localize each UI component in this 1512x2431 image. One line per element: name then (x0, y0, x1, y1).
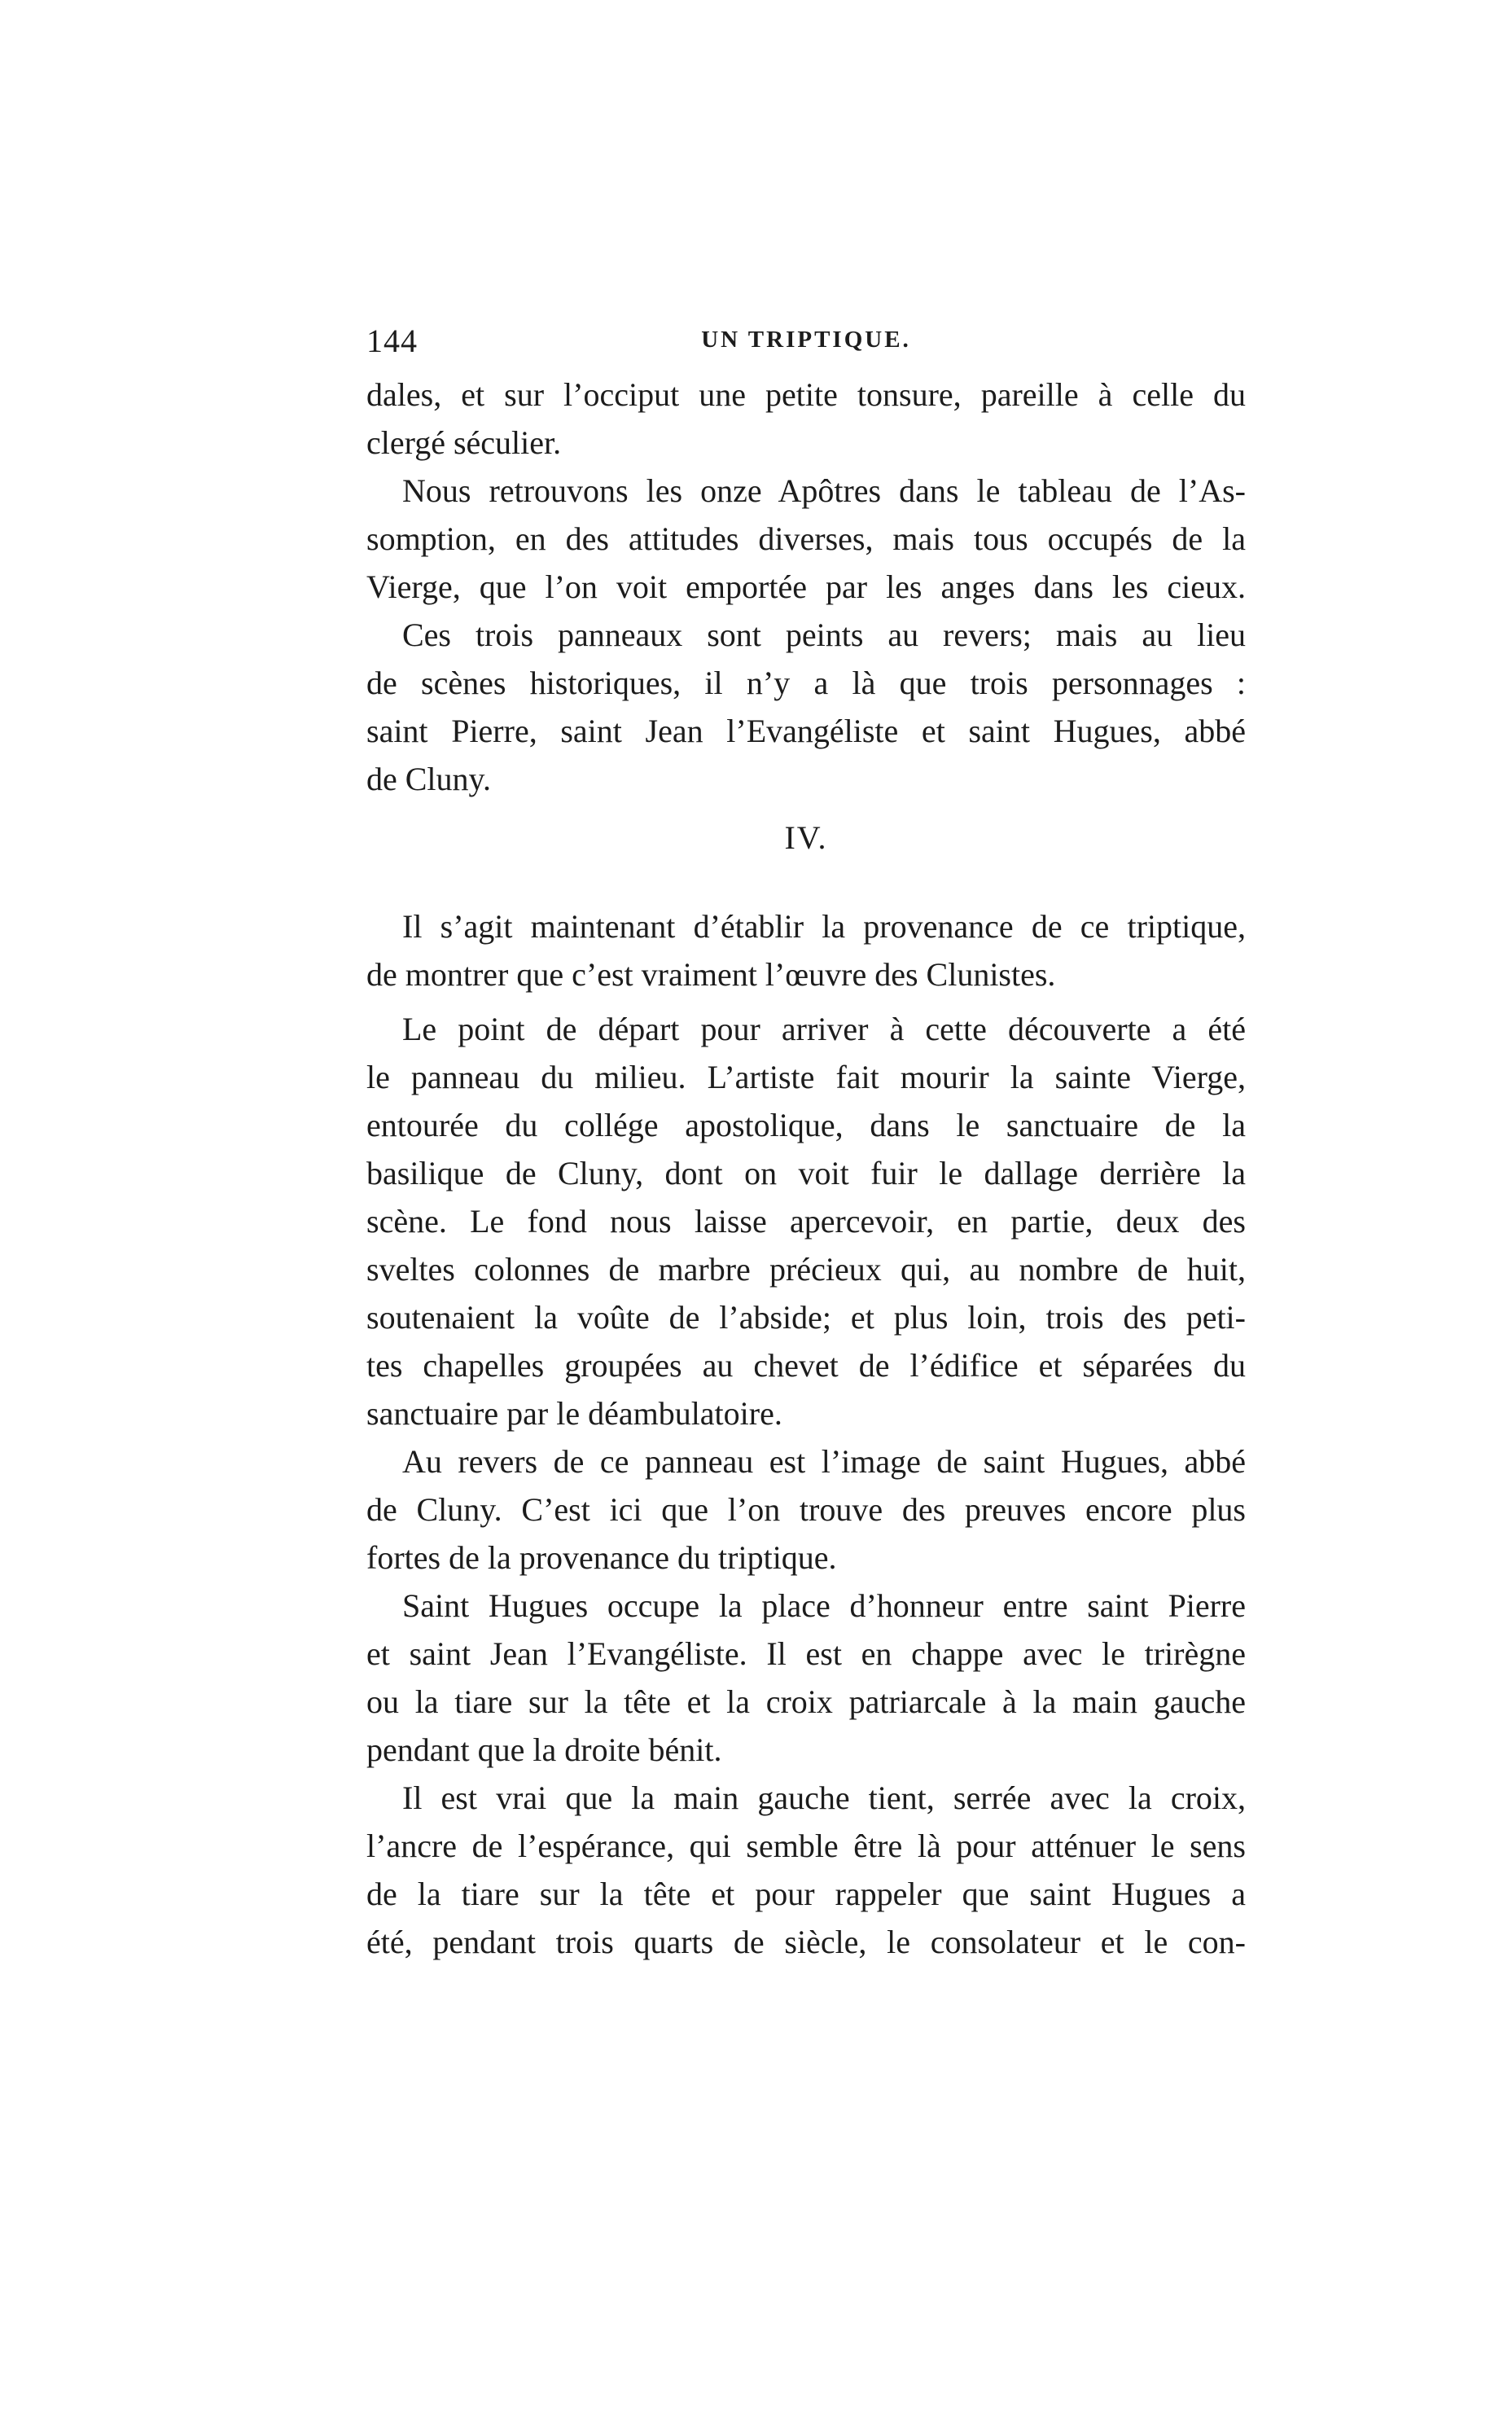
text-line: sveltes colonnes de marbre précieux qui, au nombre de huit, (366, 1251, 1246, 1288)
text-line: de Cluny. C’est ici que l’on trouve des preuves encore plus (366, 1491, 1246, 1528)
text-line: pendant que la droite bénit. (366, 1731, 722, 1768)
text-line: Saint Hugues occupe la place d’honneur entre saint Pierre (402, 1587, 1246, 1624)
text-line: Vierge, que l’on voit emportée par les anges dans les cieux. (366, 568, 1246, 605)
text-line: de montrer que c’est vraiment l’œuvre des Clunistes. (366, 956, 1056, 993)
paragraph-gap (366, 998, 1246, 1005)
text-line: de Cluny. (366, 761, 491, 797)
text-line: l’ancre de l’espérance, qui semble être là pour atténuer le sens (366, 1828, 1246, 1864)
text-line: scène. Le fond nous laisse apercevoir, en partie, deux des (366, 1203, 1246, 1240)
running-title: UN TRIPTIQUE. (701, 327, 911, 353)
text-line: Le point de départ pour arriver à cette découverte a été (402, 1011, 1246, 1047)
text-line: saint Pierre, saint Jean l’Evangéliste et saint Hugues, abbé (366, 713, 1246, 749)
text-line: clergé séculier. (366, 424, 562, 461)
text-block-intro (366, 371, 1246, 803)
text-line: sanctuaire par le déambulatoire. (366, 1395, 782, 1432)
text-block-section-iv (366, 902, 1246, 1966)
page-number: 144 (366, 323, 418, 359)
text-line: fortes de la provenance du triptique. (366, 1539, 837, 1576)
text-line: de scènes historiques, il n’y a là que trois personnages : (366, 665, 1246, 701)
section-heading: IV. (784, 819, 828, 856)
text-line: soutenaient la voûte de l’abside; et plus loin, trois des peti- (366, 1299, 1246, 1336)
text-line: de la tiare sur la tête et pour rappeler que saint Hugues a (366, 1876, 1246, 1912)
text-line: ou la tiare sur la tête et la croix patriarcale à la main gauche (366, 1683, 1246, 1720)
text-line: été, pendant trois quarts de siècle, le consolateur et le con- (366, 1924, 1246, 1960)
text-line: et saint Jean l’Evangéliste. Il est en chappe avec le trirègne (366, 1635, 1246, 1672)
text-line: Il est vrai que la main gauche tient, serrée avec la croix, (402, 1779, 1246, 1816)
text-line: tes chapelles groupées au chevet de l’édifice et séparées du (366, 1347, 1246, 1384)
text-line: entourée du collége apostolique, dans le sanctuaire de la (366, 1107, 1246, 1143)
text-line: Au revers de ce panneau est l’image de saint Hugues, abbé (402, 1443, 1246, 1480)
text-line: le panneau du milieu. L’artiste fait mourir la sainte Vierge, (366, 1059, 1246, 1095)
text-line: basilique de Cluny, dont on voit fuir le dallage derrière la (366, 1155, 1246, 1191)
text-line: dales, et sur l’occiput une petite tonsure, pareille à celle du (366, 376, 1246, 413)
page-header (366, 322, 1246, 362)
text-line: Ces trois panneaux sont peints au revers; mais au lieu (402, 617, 1246, 653)
text-line: Nous retrouvons les onze Apôtres dans le tableau de l’As- (402, 472, 1246, 509)
text-line: Il s’agit maintenant d’établir la provenance de ce triptique, (402, 908, 1246, 945)
text-line: somption, en des attitudes diverses, mais tous occupés de la (366, 520, 1246, 557)
